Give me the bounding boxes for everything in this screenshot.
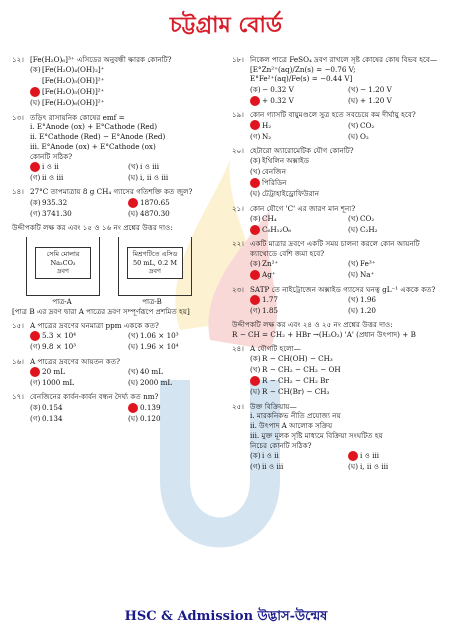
- answer-option: [30, 366, 124, 377]
- option-letter: (ঘ): [128, 413, 139, 423]
- option-letter: (খ): [250, 365, 261, 375]
- question-16: ১৬। A পাত্রের দ্রবণের আয়তন কত? 20 mL (খ) 40 mL (গ) 1000 mL (ঘ) 2000 mL: [12, 357, 222, 389]
- option-letter: (গ): [30, 377, 41, 387]
- option-letter: (খ): [348, 213, 359, 223]
- option-text: i ও ii: [262, 450, 279, 460]
- option-text: CH₄: [262, 213, 277, 223]
- answer-option: [30, 342, 124, 353]
- correct-answer-marker: [348, 451, 358, 461]
- answer-option: [250, 376, 442, 387]
- option-text: R − CH(Br) − CH₃: [262, 387, 330, 397]
- option-letter: (খ): [348, 120, 359, 130]
- answer-option: [128, 197, 222, 208]
- option-letter: (গ): [30, 413, 41, 423]
- option-text: 2000 mL: [140, 377, 173, 387]
- option-text: O₂: [360, 131, 369, 141]
- option-text: পিরিডিন: [262, 178, 287, 188]
- beaker-a: সেমি মোলার Na₂CO₃ দ্রবণ: [26, 237, 100, 296]
- correct-answer-marker: [250, 270, 260, 280]
- option-letter: (গ): [250, 306, 261, 316]
- answer-option: [30, 172, 124, 183]
- answer-option: [348, 120, 442, 131]
- left-column: [12, 55, 222, 428]
- answer-option: [348, 131, 442, 142]
- answer-option: [30, 208, 124, 219]
- question-14: ১৪। 27°C তাপমাত্রায় 8 g CH₄ গ্যাসের গতিশক্তি কত জুল? (ক) 935.32 1870.65 (গ) 3741.30 (ঘ) 4870.30: [12, 187, 222, 219]
- answer-option: [128, 331, 222, 342]
- answer-option: [250, 167, 442, 178]
- answer-option: [348, 270, 442, 281]
- option-text: 9.8 × 10³: [42, 342, 77, 352]
- answer-option: [30, 76, 222, 87]
- option-text: 1.06 × 10³: [140, 331, 179, 341]
- answer-option: [250, 305, 344, 316]
- option-text: ii ও iii: [42, 172, 64, 182]
- option-text: − 1.20 V: [360, 84, 392, 94]
- answer-option: [30, 402, 124, 413]
- option-letter: (ঘ): [250, 387, 261, 397]
- option-text: 1.77: [262, 295, 279, 305]
- option-letter: (ক): [250, 354, 261, 364]
- option-text: 0.120: [140, 413, 161, 423]
- option-text: i, ii ও iii: [140, 172, 169, 182]
- answer-option: [250, 189, 442, 200]
- option-text: CO₂: [360, 120, 375, 130]
- option-text: i ও iii: [140, 161, 160, 171]
- question-24: ২৪। A যৌগটি হলো— (ক) R − CH(OH) − CH₃ (খ) R − CH₂ − CH₂ − OH R − CH₂ − CH₂ Br (ঘ) R − CH(Br) − CH₃: [232, 344, 442, 398]
- answer-option: [128, 413, 222, 424]
- option-letter: (ক): [250, 213, 261, 223]
- answer-option: [348, 84, 442, 95]
- option-text: 1.96 × 10⁴: [140, 342, 179, 352]
- option-text: 20 mL: [42, 366, 66, 376]
- option-letter: (ঘ): [128, 342, 139, 352]
- option-text: 1000 mL: [42, 377, 75, 387]
- answer-option: [348, 305, 442, 316]
- option-text: [Fe(H₂O)₅(OH)]²⁺: [42, 76, 105, 86]
- correct-answer-marker: [30, 87, 40, 97]
- answer-option: [250, 120, 344, 131]
- answer-option: [250, 224, 344, 235]
- option-text: Ag⁺: [262, 270, 276, 280]
- option-text: Zn²⁺: [262, 259, 279, 269]
- question-13: ১৩। তড়িৎ রাসায়নিক কোষের emf = i. E°Anode (ox) + E°Cathode (Red) ii. E°Cathode (Red) − E°Anode (Red) iii. E°Anode (ox) + E°Cathode (ox) কোনটি সঠিক? i ও ii (খ) i ও iii (গ) ii ও iii (ঘ) i, ii ও iii: [12, 113, 222, 184]
- option-letter: (ক): [30, 402, 41, 412]
- option-letter: (গ): [30, 208, 41, 218]
- question-12: ১২। [Fe(H₂O)₆]³⁺ এসিডের অনুবন্ধী ক্ষারক কোনটি? (ক) [Fe(H₂O)₄(OH)₂]⁺ [Fe(H₂O)₅(OH)]²⁺ [Fe(H₂O)₅(OH)]²⁺ (ঘ) [Fe(H₂O)₆(OH)]²⁺: [12, 55, 222, 109]
- option-letter: (ঘ): [348, 306, 359, 316]
- answer-option: [30, 197, 124, 208]
- option-text: CO₂: [360, 213, 375, 223]
- option-text: 0.139: [140, 402, 161, 412]
- beaker-b: মিশ্রণটিতে এসিড 50 mL, 0.2 M দ্রবণ: [118, 237, 192, 296]
- answer-option: [250, 270, 344, 281]
- answer-option: [128, 161, 222, 172]
- answer-option: [250, 95, 344, 106]
- answer-option: [250, 259, 344, 270]
- option-letter: (ক): [250, 259, 261, 269]
- question-20: ২০। হেটারো অ্যারোমেটিক যৌগ কোনটি? (ক) ইথিলিন অক্সাইড (খ) বেনজিন পিরিডিন (ঘ) টেট্রাহাইড্রোফিউরান: [232, 146, 442, 200]
- option-text: R − CH(OH) − CH₃: [262, 354, 333, 364]
- answer-option: [30, 98, 222, 109]
- option-text: ইথিলিন অক্সাইড: [262, 156, 310, 166]
- question-21: ২১। কোন যৌগে 'C' এর জারণ মান শূন্য? (ক) CH₄ (খ) CO₂ C₆H₁₂O₆ (ঘ) C₂H₂: [232, 204, 442, 236]
- question-22: ২২। একটি মাত্রার দ্রবণে একটি সময় চালনা করলে কোন আয়নটি ক্যাথোডে বেশি জমা হবে? (ক) Zn²⁺ (খ) Fe³⁺ Ag⁺ (ঘ) Na⁺: [232, 239, 442, 280]
- answer-option: [250, 294, 344, 305]
- option-text: i, ii ও iii: [360, 461, 389, 471]
- option-text: [Fe(H₂O)₄(OH)₂]⁺: [42, 65, 105, 75]
- question-18: ১৮। নিকেল পাত্রে FeSO₄ দ্রবণ রাখলে সৃষ্ট কোষের কোষ বিভব হবে— [E°Zn²⁺(aq)/Zn(s) = −0.76 V; E°Fe²⁺(aq)/Fe(s) = −0.44 V] (ক) − 0.32 V (খ) − 1.20 V + 0.32 V (ঘ) + 1.20 V: [232, 55, 442, 106]
- option-text: [Fe(H₂O)₅(OH)]²⁺: [42, 87, 105, 97]
- answer-option: [348, 461, 442, 472]
- option-letter: (ক): [30, 65, 41, 75]
- answer-option: [250, 461, 344, 472]
- option-text: H₂: [262, 120, 272, 130]
- correct-answer-marker: [30, 367, 40, 377]
- option-letter: (গ): [250, 461, 261, 471]
- option-text: 40 mL: [140, 366, 164, 376]
- option-text: + 1.20 V: [360, 95, 392, 105]
- option-text: [Fe(H₂O)₆(OH)]²⁺: [42, 98, 105, 108]
- option-text: C₂H₂: [360, 224, 378, 234]
- option-text: 0.154: [42, 402, 63, 412]
- option-letter: (ঘ): [348, 224, 359, 234]
- correct-answer-marker: [250, 225, 260, 235]
- answer-option: [128, 342, 222, 353]
- option-letter: (ক): [250, 156, 261, 166]
- option-text: 1.96: [360, 295, 377, 305]
- answer-option: [128, 366, 222, 377]
- answer-option: [128, 402, 222, 413]
- option-letter: (খ): [250, 167, 261, 177]
- answer-option: [30, 331, 124, 342]
- answer-option: [250, 450, 344, 461]
- answer-option: [128, 172, 222, 183]
- option-letter: (ঘ): [128, 377, 139, 387]
- answer-option: [250, 131, 344, 142]
- answer-option: [30, 161, 124, 172]
- option-letter: (ঘ): [30, 98, 41, 108]
- correct-answer-marker: [30, 162, 40, 172]
- option-text: R − CH₂ − CH₂ − OH: [262, 365, 341, 375]
- option-text: i ও ii: [42, 161, 59, 171]
- option-text: 5.3 × 10⁴: [42, 331, 77, 341]
- option-letter: (খ): [128, 366, 139, 376]
- option-text: 1870.65: [140, 197, 170, 207]
- option-text: + 0.32 V: [262, 95, 294, 105]
- option-letter: (খ): [348, 295, 359, 305]
- right-column: [232, 55, 442, 476]
- answer-option: [30, 65, 222, 76]
- option-text: R − CH₂ − CH₂ Br: [262, 376, 329, 386]
- correct-answer-marker: [250, 295, 260, 305]
- question-15: ১৫। A পাত্রের দ্রবণের ঘনমাত্রা ppm এককে কত? 5.3 × 10⁴ (খ) 1.06 × 10³ (গ) 9.8 × 10³ (ঘ) 1.96 × 10⁴: [12, 321, 222, 353]
- answer-option: [250, 156, 442, 167]
- answer-option: [348, 95, 442, 106]
- question-19: ১৯। কোন গ্যাসটি বায়ুমণ্ডলে সুত্র হতে সবচেয়ে কম দীর্ঘায়ু হবে? H₂ (খ) CO₂ (গ) N₂ (ঘ) O₂: [232, 110, 442, 142]
- option-text: − 0.32 V: [262, 84, 294, 94]
- answer-option: [348, 224, 442, 235]
- option-text: 1.85: [262, 306, 279, 316]
- answer-option: [348, 450, 442, 461]
- answer-option: [250, 365, 442, 376]
- option-letter: (ঘ): [128, 208, 139, 218]
- correct-answer-marker: [250, 178, 260, 188]
- option-letter: (ঘ): [348, 95, 359, 105]
- option-text: ii ও iii: [262, 461, 284, 471]
- correct-answer-marker: [250, 376, 260, 386]
- option-text: Na⁺: [360, 270, 375, 280]
- option-text: 0.134: [42, 413, 63, 423]
- option-letter: (খ): [128, 161, 139, 171]
- option-letter: (ঘ): [250, 189, 261, 199]
- question-17: ১৭। বেনজিনের কার্বন-কার্বন বন্ধন দৈর্ঘ্য কত nm? (ক) 0.154 0.139 (গ) 0.134 (ঘ) 0.120: [12, 392, 222, 424]
- option-letter: (ঘ): [348, 461, 359, 471]
- option-letter: (খ): [348, 84, 359, 94]
- option-text: 935.32: [42, 197, 68, 207]
- stimulus-24-25: উদ্দীপকটি লক্ষ কর এবং ২৪ ও ২৫ নং প্রশ্নের উত্তর দাও: R − CH = CH₂ + HBr →(H₂O₂) 'A' (প্রধান উৎপাদ) + B: [232, 320, 416, 340]
- option-letter: (ঘ): [128, 172, 139, 182]
- option-text: i ও iii: [360, 450, 380, 460]
- option-text: C₆H₁₂O₆: [262, 224, 292, 234]
- option-letter: (ক): [30, 197, 41, 207]
- answer-option: [348, 294, 442, 305]
- option-text: N₂: [262, 131, 272, 141]
- answer-option: [30, 87, 222, 98]
- answer-option: [348, 213, 442, 224]
- option-text: বেনজিন: [262, 167, 286, 177]
- option-letter: (গ): [250, 131, 261, 141]
- option-letter: (ক): [250, 450, 261, 460]
- answer-option: [250, 84, 344, 95]
- option-text: টেট্রাহাইড্রোফিউরান: [262, 189, 320, 199]
- option-letter: (ঘ): [348, 131, 359, 141]
- correct-answer-marker: [250, 96, 260, 106]
- footer-brand: HSC & Admission উদ্ভাস-উন্মেষ: [124, 609, 328, 624]
- answer-option: [30, 413, 124, 424]
- page-title: চট্টগ্রাম বোর্ড: [169, 13, 283, 38]
- option-letter: (গ): [30, 172, 41, 182]
- question-25: ২৫। উক্ত বিক্রিয়ায়— i. মারকনিকভ নীতি প্রযোজ্য নয় ii. উৎপাদ A আলোক সক্রিয় iii. মুক্ত মূলক সৃষ্টি মাধ্যমে বিক্রিয়া সংঘটিত হয় নিচের কোনটি সঠিক? (ক) i ও ii i ও iii (গ) ii ও iii (ঘ) i, ii ও iii: [232, 402, 442, 473]
- answer-option: [250, 178, 442, 189]
- option-letter: (ক): [250, 84, 261, 94]
- answer-option: [250, 213, 344, 224]
- option-letter: (গ): [30, 342, 41, 352]
- option-text: Fe³⁺: [360, 259, 376, 269]
- correct-answer-marker: [30, 331, 40, 341]
- question-23: ২৩। SATP তে নাইট্রোজেন অক্সাইড গ্যাসের ঘনত্ব gL⁻¹ এককে কত? 1.77 (খ) 1.96 (গ) 1.85 (ঘ) 1.20: [232, 285, 442, 317]
- option-text: 4870.30: [140, 208, 170, 218]
- answer-option: [250, 387, 442, 398]
- answer-option: [30, 377, 124, 388]
- answer-option: [128, 208, 222, 219]
- option-letter: (ঘ): [348, 270, 359, 280]
- correct-answer-marker: [128, 403, 138, 413]
- correct-answer-marker: [128, 198, 138, 208]
- option-letter: (খ): [348, 259, 359, 269]
- answer-option: [128, 377, 222, 388]
- answer-option: [348, 259, 442, 270]
- answer-option: [250, 354, 442, 365]
- option-letter: (খ): [128, 331, 139, 341]
- correct-answer-marker: [250, 120, 260, 130]
- option-text: 1.20: [360, 306, 377, 316]
- stimulus-15-16: উদ্দীপকটি লক্ষ কর এবং ১৫ ও ১৬ নং প্রশ্নের উত্তর দাও: সেমি মোলার Na₂CO₃ দ্রবণ মিশ্রণটিতে এসিড 50 mL, 0.2 M দ্রবণ পাত্র-A পাত্র-B [পাত্র B এর দ্রবণ দ্বারা A পাত্রের দ্রবণ সম্পূর্ণরূপে প্রশমিত হয়]: [12, 223, 222, 317]
- option-text: 3741.30: [42, 208, 72, 218]
